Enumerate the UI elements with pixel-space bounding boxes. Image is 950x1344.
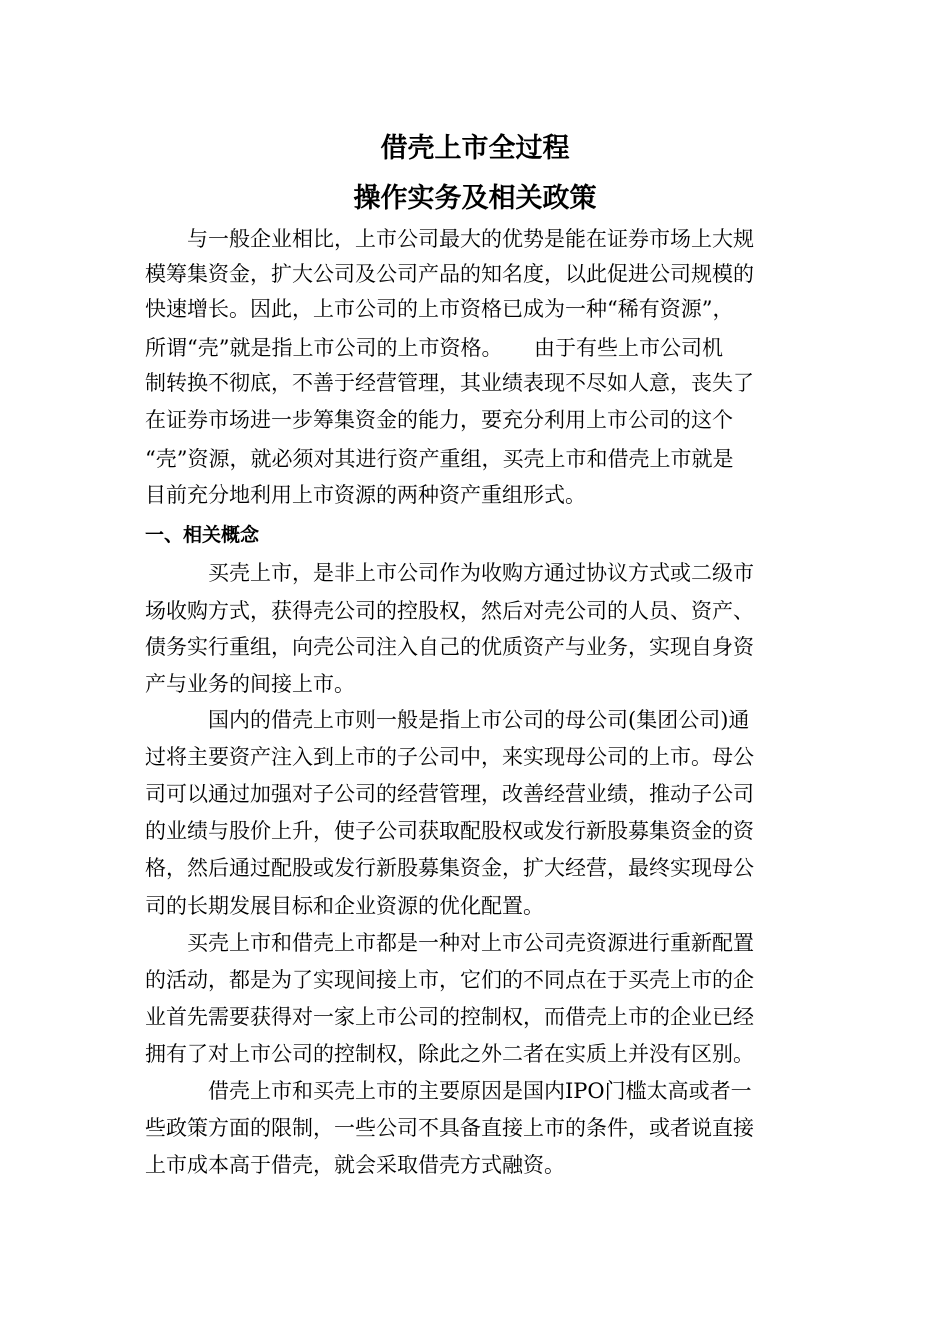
text-line: 产与业务的间接上市。 xyxy=(145,672,355,696)
text-line: 快速增长。因此，上市公司的上市资格已成为一种“稀有资源”， xyxy=(145,297,734,321)
text-line: 借壳上市和买壳上市的主要原因是国内IPO门槛太高或者一 xyxy=(145,1079,752,1103)
text-line: 与一般企业相比，上市公司最大的优势是能在证券市场上大规 xyxy=(145,227,754,251)
text-line: 的活动，都是为了实现间接上市，它们的不同点在于买壳上市的企 xyxy=(145,968,754,992)
text-line: 场收购方式，获得壳公司的控股权，然后对壳公司的人员、资产、 xyxy=(145,599,754,623)
document-title: 借壳上市全过程 xyxy=(380,133,570,164)
text-line: 制转换不彻底，不善于经营管理，其业绩表现不尽如人意，丧失了 xyxy=(145,371,754,395)
text-line: “壳”资源，就必须对其进行资产重组，买壳上市和借壳上市就是 xyxy=(145,447,734,471)
text-line: 买壳上市和借壳上市都是一种对上市公司壳资源进行重新配置 xyxy=(145,931,754,955)
text-line: 模筹集资金，扩大公司及公司产品的知名度，以此促进公司规模的 xyxy=(145,262,754,286)
text-line: 些政策方面的限制，一些公司不具备直接上市的条件，或者说直接 xyxy=(145,1116,754,1140)
text-line: 目前充分地利用上市资源的两种资产重组形式。 xyxy=(145,483,586,507)
text-line: 过将主要资产注入到上市的子公司中，来实现母公司的上市。母公 xyxy=(145,745,754,769)
text-line: 业首先需要获得对一家上市公司的控制权，而借壳上市的企业已经 xyxy=(145,1005,754,1029)
text-line: 格，然后通过配股或发行新股募集资金，扩大经营，最终实现母公 xyxy=(145,856,754,880)
text-line: 上市成本高于借壳，就会采取借壳方式融资。 xyxy=(145,1153,565,1177)
text-line: 债务实行重组，向壳公司注入自己的优质资产与业务，实现自身资 xyxy=(145,635,754,659)
text-line: 的业绩与股价上升，使子公司获取配股权或发行新股募集资金的资 xyxy=(145,819,754,843)
document-subtitle: 操作实务及相关政策 xyxy=(353,183,597,214)
text-line: 拥有了对上市公司的控制权，除此之外二者在实质上并没有区别。 xyxy=(145,1042,754,1066)
section-heading: 一、相关概念 xyxy=(145,524,260,546)
text-line: 所谓“壳”就是指上市公司的上市资格。 由于有些上市公司机 xyxy=(145,336,723,360)
text-line: 国内的借壳上市则一般是指上市公司的母公司(集团公司)通 xyxy=(145,708,750,732)
text-line: 买壳上市，是非上市公司作为收购方通过协议方式或二级市 xyxy=(145,561,754,585)
text-line: 在证券市场进一步筹集资金的能力，要充分利用上市公司的这个 xyxy=(145,408,733,432)
text-line: 司可以通过加强对子公司的经营管理，改善经营业绩，推动子公司 xyxy=(145,782,754,806)
text-line: 司的长期发展目标和企业资源的优化配置。 xyxy=(145,894,544,918)
